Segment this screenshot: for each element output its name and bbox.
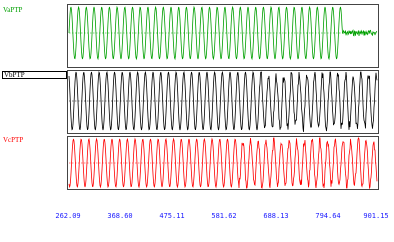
channel-label-vb[interactable]: VbPTP	[2, 71, 67, 79]
waveform-trace-vaptp	[69, 7, 377, 59]
x-tick-label: 368.60	[107, 212, 133, 220]
x-tick-label: 262.09	[55, 212, 81, 220]
x-tick-label: 794.64	[315, 212, 341, 220]
channel-label-va[interactable]: VaPTP	[3, 6, 23, 14]
x-tick-label: 901.15	[363, 212, 389, 220]
x-tick-label: 688.13	[263, 212, 289, 220]
channel-label-vc[interactable]: VcPTP	[3, 136, 24, 144]
x-tick-label: 581.62	[211, 212, 237, 220]
waveform-trace-vbptp	[69, 72, 377, 132]
x-tick-label: 475.11	[159, 212, 185, 220]
